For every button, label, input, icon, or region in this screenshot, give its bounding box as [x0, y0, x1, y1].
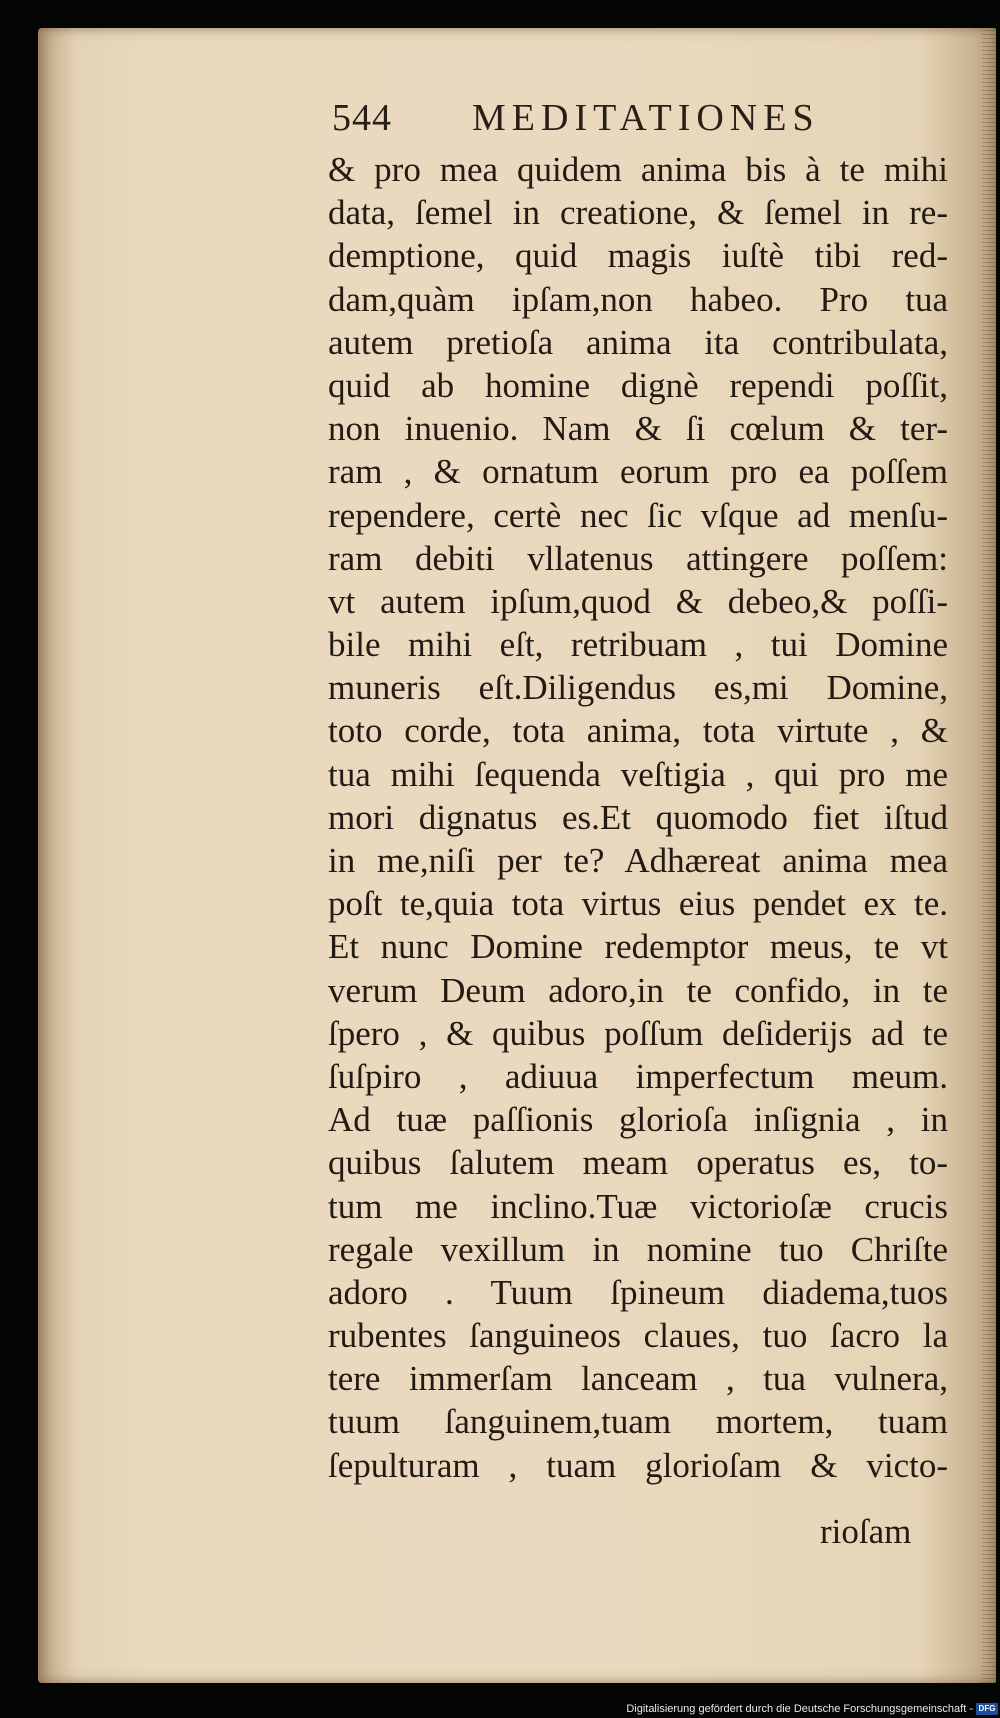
text-line: toto corde, tota anima, tota virtute , &	[328, 711, 948, 751]
text-line: tere immerſam lanceam , tua vulnera,	[328, 1359, 948, 1399]
text-line: ſuſpiro , adiuua imperfectum meum.	[328, 1056, 948, 1096]
text-line: poſt te,quia tota virtus eius pendet ex te.	[328, 884, 948, 924]
text-line: ram debiti vllatenus attingere poſſem:	[328, 538, 948, 578]
text-line: muneris eſt.Diligendus es,mi Domine,	[328, 668, 948, 708]
text-line: quibus ſalutem meam operatus es, to-	[328, 1143, 948, 1183]
text-line: Et nunc Domine redemptor meus, te vt	[328, 927, 948, 967]
digitization-credit	[626, 1702, 998, 1716]
text-line: ram , & ornatum eorum pro ea poſſem	[328, 452, 948, 492]
catchword: rioſam	[820, 1512, 912, 1551]
text-line: tua mihi ſequenda veſtigia , qui pro me	[328, 754, 948, 794]
text-line: & pro mea quidem anima bis à te mihi	[328, 150, 948, 189]
text-line: verum Deum adoro,in te confido, in te	[328, 970, 948, 1010]
text-line: mori dignatus es.Et quomodo fiet iſtud	[328, 797, 948, 837]
text-line: tum me inclino.Tuæ victorioſæ crucis	[328, 1186, 948, 1226]
text-line: non inuenio. Nam & ſi cœlum & ter-	[328, 409, 948, 449]
text-line: vt autem ipſum,quod & debeo,& poſſi-	[328, 581, 948, 621]
page-number: 544	[332, 97, 392, 139]
page-text	[328, 148, 948, 1487]
text-line: Ad tuæ paſſionis glorioſa inſignia , in	[328, 1100, 948, 1140]
text-line: dam,quàm ipſam,non habeo. Pro tua	[328, 279, 948, 319]
text-line: adoro . Tuum ſpineum diadema,tuos	[328, 1272, 948, 1312]
text-line: tuum ſanguinem,tuam mortem, tuam	[328, 1402, 948, 1442]
text-line: in me,niſi per te? Adhæreat anima mea	[328, 841, 948, 880]
text-line: ſepulturam , tuam glorioſam & victo-	[328, 1445, 948, 1485]
text-line: autem pretioſa anima ita contribulata,	[328, 322, 948, 362]
text-line: quid ab homine dignè rependi poſſit,	[328, 365, 948, 405]
text-line: rubentes ſanguineos claues, tuo ſacro la	[328, 1316, 948, 1356]
dfg-logo-icon: DFG	[976, 1703, 998, 1715]
text-line: regale vexillum in nomine tuo Chriſte	[328, 1229, 948, 1269]
running-head	[332, 96, 892, 146]
text-line: ſpero , & quibus poſſum deſiderijs ad te	[328, 1013, 948, 1053]
text-line: data, ſemel in creatione, & ſemel in re-	[328, 193, 948, 233]
credit-text: Digitalisierung gefördert durch die Deutsche Forschungsgemeinschaft -	[626, 1703, 973, 1715]
text-line: demptione, quid magis iuſtè tibi red-	[328, 236, 948, 276]
text-line: bile mihi eſt, retribuam , tui Domine	[328, 625, 948, 665]
running-title: MEDITATIONES	[472, 97, 820, 139]
text-line: rependere, certè nec ſic vſque ad menſu-	[328, 495, 948, 535]
